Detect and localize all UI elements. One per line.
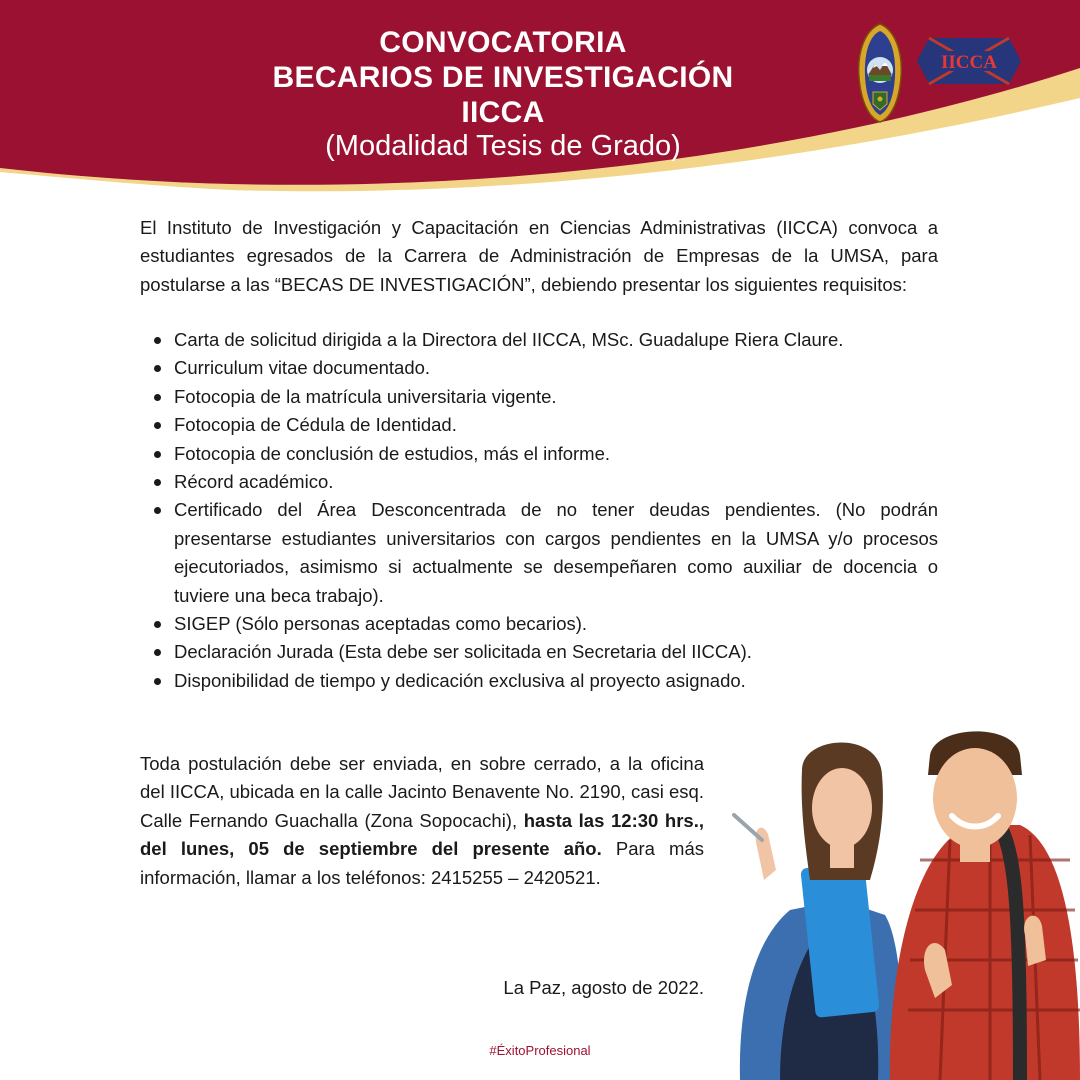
requirements-list: [140, 326, 938, 695]
title-line-2: BECARIOS DE INVESTIGACIÓN: [272, 61, 734, 94]
requirement-item: Fotocopia de Cédula de Identidad.: [140, 411, 938, 439]
hashtag: #ÉxitoProfesional: [489, 1043, 591, 1058]
requirement-item: Fotocopia de conclusión de estudios, más el informe.: [140, 440, 938, 468]
iicca-logo-text: IICCA: [941, 52, 997, 73]
place-and-date: La Paz, agosto de 2022.: [503, 977, 704, 998]
iicca-logo: [915, 36, 1023, 86]
title-subtitle: (Modalidad Tesis de Grado): [325, 130, 681, 162]
requirement-item: Fotocopia de la matrícula universitaria vigente.: [140, 383, 938, 411]
requirement-item: Carta de solicitud dirigida a la Directora del IICCA, MSc. Guadalupe Riera Claure.: [140, 326, 938, 354]
submission-text: Toda postulación debe ser enviada, en sobre cerrado, a la oficina del IICCA, ubicada en la calle Jacinto Benavente No. 2190, casi esq. Calle Fernando Guachalla (Zona Sopocachi),: [140, 753, 704, 831]
students-photo: [720, 730, 1080, 1080]
title-line-1: CONVOCATORIA: [379, 26, 627, 59]
requirement-item: Curriculum vitae documentado.: [140, 354, 938, 382]
contact-text: Para más información, llamar a los teléfonos: 2415255 – 2420521.: [140, 838, 704, 888]
submission-paragraph: [140, 750, 704, 892]
requirement-item: Certificado del Área Desconcentrada de no tener deudas pendientes. (No podrán presentarse estudiantes universitarios con cargos pendientes en la UMSA y/o procesos ejecutoriados, asimismo si actualmente se desempeñaren como auxiliar de docencia o tuviere una beca trabajo).: [140, 496, 938, 610]
requirement-item: SIGEP (Sólo personas aceptadas como becarios).: [140, 610, 938, 638]
title-line-3: IICCA: [461, 96, 545, 129]
deadline-text: hasta las 12:30 hrs., del lunes, 05 de septiembre del presente año.: [140, 809, 704, 860]
intro-paragraph: El Instituto de Investigación y Capacitación en Ciencias Administrativas (IICCA) convoca a estudiantes egresados de la Carrera de Administración de Empresas de la UMSA, para postularse a las “BECAS DE INVESTIGACIÓN”, debiendo presentar los siguientes requisitos:: [140, 217, 938, 295]
requirement-item: Disponibilidad de tiempo y dedicación exclusiva al proyecto asignado.: [140, 667, 938, 695]
requirement-item: Récord académico.: [140, 468, 938, 496]
university-crest-icon: [855, 22, 905, 124]
requirement-item: Declaración Jurada (Esta debe ser solicitada en Secretaria del IICCA).: [140, 638, 938, 666]
